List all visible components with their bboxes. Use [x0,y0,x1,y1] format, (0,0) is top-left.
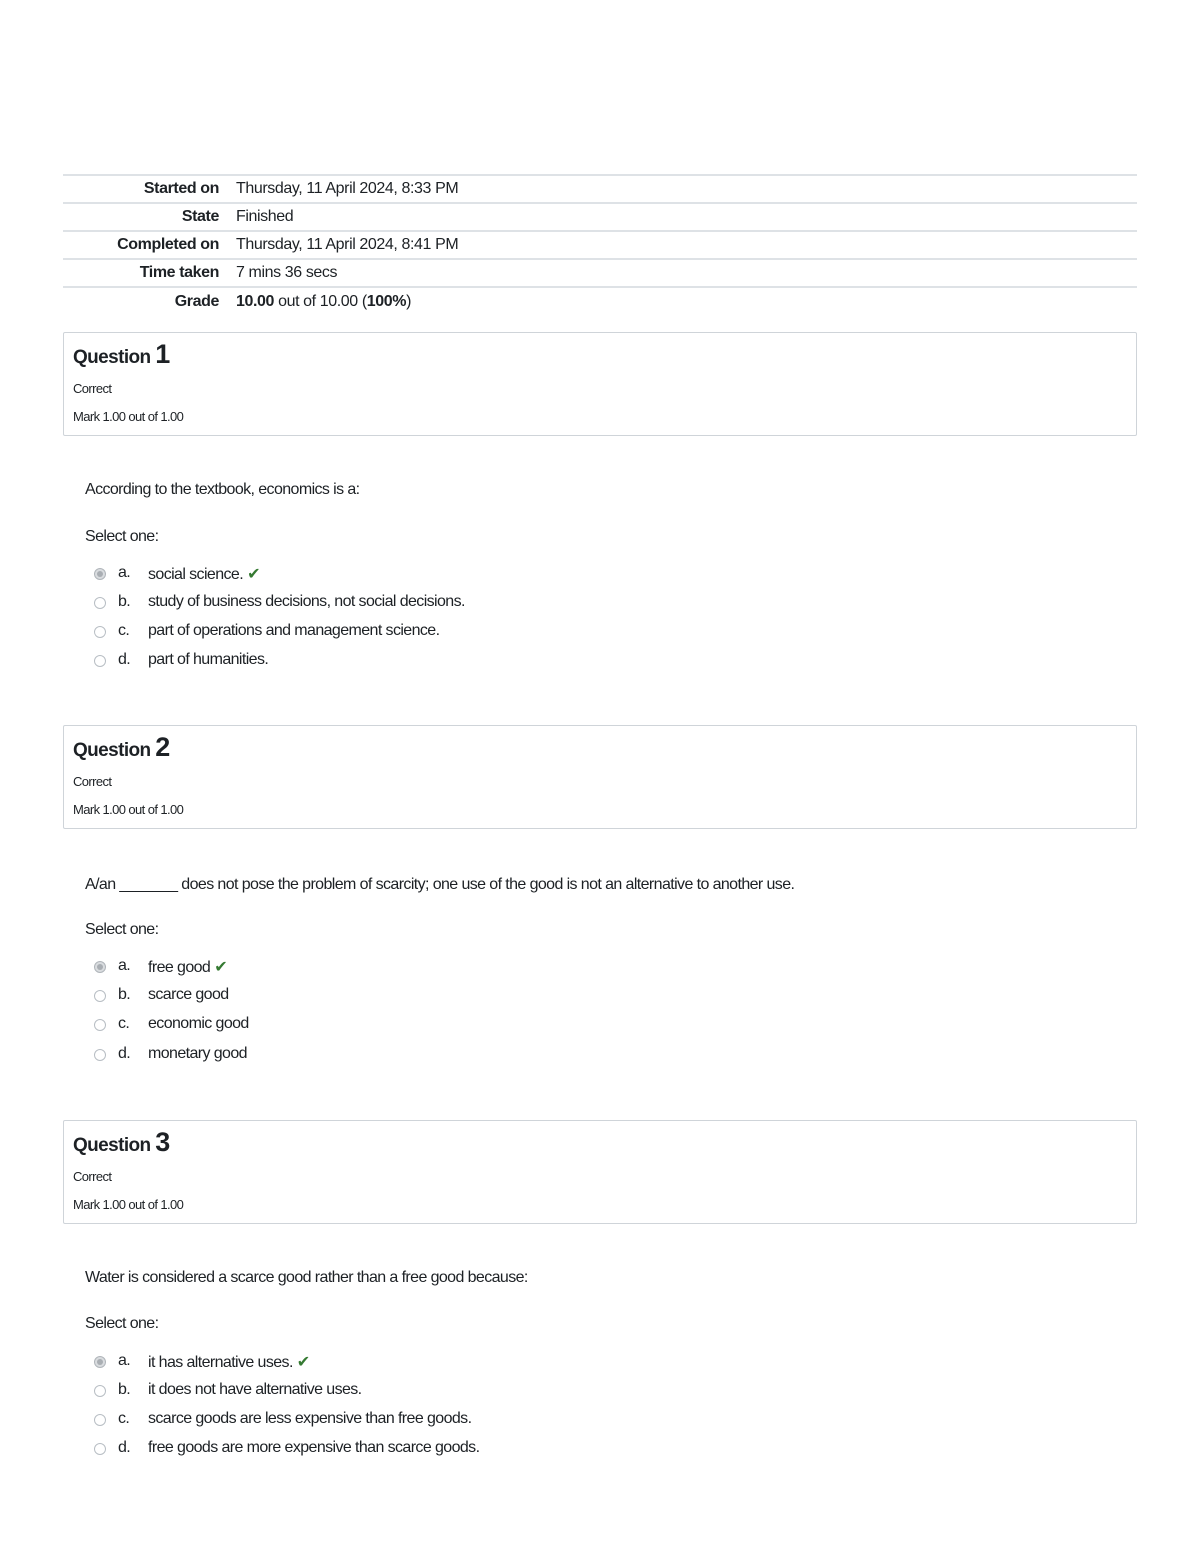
radio-button[interactable] [94,1385,106,1397]
select-one-prompt: Select one: [85,528,159,545]
answer-text: free good [148,959,211,976]
answer-option[interactable] [94,1381,794,1403]
summary-value: Thursday, 11 April 2024, 8:41 PM [236,236,459,253]
answer-text: it has alternative uses. [148,1354,293,1371]
answer-text: it does not have alternative uses. [148,1381,362,1398]
answer-letter: a. [118,957,131,974]
question-number: 2 [155,732,171,762]
answer-text: monetary good [148,1045,247,1062]
answer-content [148,1352,310,1372]
question-mark: Mark 1.00 out of 1.00 [73,1197,184,1212]
answer-option[interactable] [94,1410,794,1432]
answer-option[interactable] [94,622,794,644]
summary-value: Finished [236,208,294,225]
answer-text: part of humanities. [148,651,269,668]
correct-check-icon: ✔ [214,959,228,976]
radio-button[interactable] [94,961,106,973]
radio-button[interactable] [94,1356,106,1368]
radio-button[interactable] [94,626,106,638]
radio-button[interactable] [94,597,106,609]
answer-letter: c. [118,1015,130,1032]
question-title-label: Question [73,740,156,761]
grade-out-of: out of 10.00 ( [274,292,367,310]
answer-option[interactable] [94,986,794,1008]
summary-row-time-taken [63,259,1137,287]
answer-option[interactable] [94,1045,794,1067]
question-state: Correct [73,381,112,396]
summary-label: State [181,208,219,225]
select-one-prompt: Select one: [85,921,159,938]
radio-button[interactable] [94,1443,106,1455]
question-mark: Mark 1.00 out of 1.00 [73,802,184,817]
answer-text: part of operations and management science. [148,622,440,639]
summary-value: Thursday, 11 April 2024, 8:33 PM [236,180,459,197]
answer-option[interactable] [94,564,794,586]
question-number: 3 [155,1127,171,1157]
answer-letter: c. [118,622,130,639]
answer-option[interactable] [94,1015,794,1037]
answer-text: study of business decisions, not social decisions. [148,593,465,610]
answer-text: economic good [148,1015,249,1032]
question-text: According to the textbook, economics is a: [85,481,360,498]
select-one-prompt: Select one: [85,1315,159,1332]
grade-percent: 100% [366,292,407,310]
summary-label: Completed on [117,236,219,253]
summary-label: Time taken [139,264,219,281]
grade-close-paren: ) [406,292,412,310]
summary-value: 7 mins 36 secs [236,264,338,281]
answer-content [148,564,260,584]
answer-content [148,957,227,977]
question-title [73,1127,170,1158]
answer-letter: b. [118,1381,131,1398]
summary-row-state [63,203,1137,231]
question-info-box [63,332,1137,436]
grade-score: 10.00 [236,292,275,310]
radio-button[interactable] [94,568,106,580]
answer-text: free goods are more expensive than scarce goods. [148,1439,480,1456]
summary-grade-value [236,287,1137,315]
radio-button[interactable] [94,990,106,1002]
answer-letter: d. [118,651,131,668]
answer-letter: b. [118,986,131,1003]
question-title [73,732,170,763]
answer-option[interactable] [94,957,794,979]
summary-row-grade [63,287,1137,315]
answer-letter: b. [118,593,131,610]
summary-label: Grade [174,292,219,310]
answer-text: scarce goods are less expensive than free goods. [148,1410,472,1427]
answer-text: scarce good [148,986,229,1003]
answer-text: social science. [148,566,244,583]
question-number: 1 [155,339,171,369]
question-text: A/an _______ does not pose the problem of scarcity; one use of the good is not an alternative to another use. [85,876,795,893]
radio-button[interactable] [94,655,106,667]
question-title-label: Question [73,347,156,368]
answer-option[interactable] [94,1439,794,1461]
question-info-box [63,725,1137,829]
question-info-box [63,1120,1137,1224]
answer-option[interactable] [94,651,794,673]
question-title-label: Question [73,1135,156,1156]
answer-letter: d. [118,1439,131,1456]
summary-row-completed [63,231,1137,259]
answer-letter: c. [118,1410,130,1427]
answer-option[interactable] [94,593,794,615]
answer-letter: a. [118,1352,131,1369]
answer-option[interactable] [94,1352,794,1374]
summary-label: Started on [143,180,219,197]
question-mark: Mark 1.00 out of 1.00 [73,409,184,424]
question-title [73,339,170,370]
correct-check-icon: ✔ [296,1354,310,1371]
question-state: Correct [73,1169,112,1184]
answer-letter: d. [118,1045,131,1062]
question-state: Correct [73,774,112,789]
radio-button[interactable] [94,1019,106,1031]
answer-letter: a. [118,564,131,581]
radio-button[interactable] [94,1414,106,1426]
question-text: Water is considered a scarce good rather than a free good because: [85,1269,528,1286]
attempt-summary-table [63,174,1137,315]
summary-row-started [63,175,1137,203]
correct-check-icon: ✔ [247,566,260,583]
radio-button[interactable] [94,1049,106,1061]
